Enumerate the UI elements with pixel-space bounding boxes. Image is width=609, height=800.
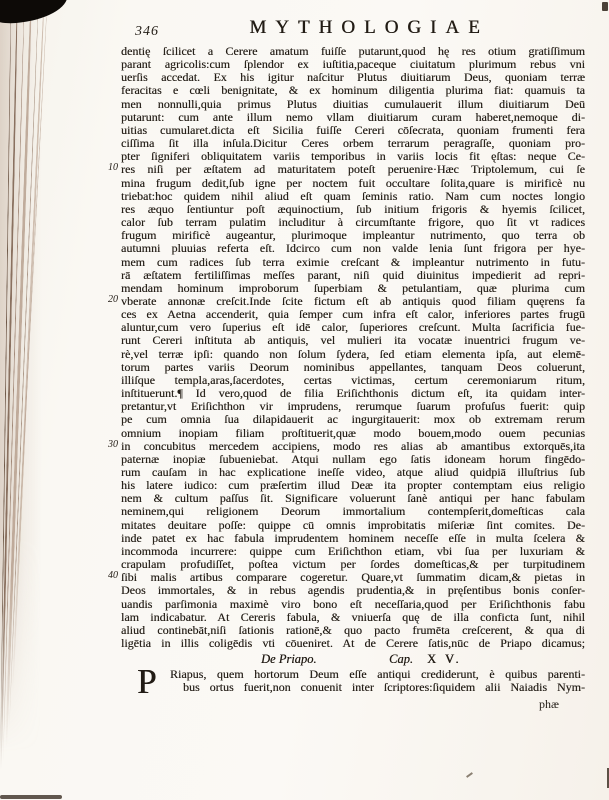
text-line: aliud continebāt,niſi ſationis rationē,& quo pacto frumēta creſcerent, & qua di xyxy=(121,622,585,637)
text-line: incommoda incurrere: quippe cum Eriſichthon etiam, vbi ſua per luxuriam & xyxy=(121,543,585,558)
text-line: nem & cultum paſſus ſit. Significare voluerunt ſanè antiqui per hanc fabulam xyxy=(121,491,585,506)
margin-line-number: 40 xyxy=(108,570,118,582)
text-line: pter ſigniferi obliquitatem variis temporibus in variis locis fit ęſtas: neque Ce- xyxy=(121,149,585,164)
margin-line-number: 10 xyxy=(108,162,118,174)
page-edge-streak xyxy=(11,0,46,714)
text-line: feracitas e cœli benignitate, & ex hominum diligentia plurima fiat: quamuis ta xyxy=(121,83,585,98)
text-line: inde patet ex hac fabula imprudentem hominem neceſſe eſſe in multa ſcelera & xyxy=(121,530,585,545)
chapter-title: De Priapo. xyxy=(261,652,317,666)
text-line: runt Cereri inſtituta ab antiquis, vel mulieri ita vocatæ inuentrici frugum ve- xyxy=(121,333,585,348)
drop-cap: P xyxy=(137,662,157,701)
page-edge-streak xyxy=(17,0,48,570)
text-line: men nonnulli,quia primus Plutus diuitias cumulauerit illum diuitiarum Deū xyxy=(121,96,585,111)
text-line: in concubitus mercedem accipiens, modo res alias ab amantibus extorquēs,ita xyxy=(121,438,585,453)
text-line: ſibi malis artibus comparare cogeretur. Quare,vt ſummatim dicam,& pietas in xyxy=(121,570,585,585)
page-edge-streak xyxy=(4,0,33,770)
text-line: mem cum radices ſub terra eximie creſcant & impleantur nutrimento in futu- xyxy=(121,254,585,269)
text-line: calor ſub terram pulatim includitur à circumſtante frigore, quo ſit vt radices xyxy=(121,215,585,230)
text-line: triebat:hoc quidem nihil aliud eſt quam ſeminis ratio. Nam cum noctes longio xyxy=(121,188,585,203)
text-line: autumni pluuias referta eſt. Idcirco cum non valde lenia ſunt frigora per hye- xyxy=(121,241,585,256)
chapter-label: Cap. xyxy=(389,652,413,666)
text-line: ligētia in illis coligēdis vti cōueniret. At de Cerere ſatis,nūc de Priapo dicamus; xyxy=(121,636,585,651)
page-edge-streak xyxy=(0,0,12,794)
text-line: mina frugum dedit,ſub igne per noctem fuit occultare ſolita,quare is mirificè nu xyxy=(121,175,585,190)
text-block xyxy=(108,44,585,651)
text-line: neminem,qui religionem Deorum immortalium contempſerit,domeſticas cala xyxy=(121,504,585,519)
text-line: aluntur,cum vero ſuperius eſt idē calor, ſuperiores creſcunt. Multa ſacrificia fue- xyxy=(121,320,585,335)
page-header xyxy=(121,17,585,43)
chapter-opening-paragraph xyxy=(121,664,585,714)
book-gutter-shadow xyxy=(0,0,55,800)
text-line: mitates deuitare poſſe: quippe cū omnis improbitatis miſeriæ ſint comites. De- xyxy=(121,517,585,532)
text-line: ces ex Aetna accenderit, quia ſemper cum infra eſt calor, inferiores partes frugū xyxy=(121,307,585,322)
scan-dark-corner xyxy=(0,0,69,26)
text-line: paternæ inopiæ ſubueniebat. Atqui nullam ego ſatis idoneam horum fingēdo- xyxy=(121,451,585,466)
text-line: crapulam profudiſſet, poſtea victum per ſordes domeſticas,& per turpitudinem xyxy=(121,557,585,572)
text-line: his latere iudico: cum præſertim illud Deæ ita propter contemptam eius religio xyxy=(121,478,585,493)
text-line: pe cum omnia ſua dilapidauerit ac ingurgitauerit: mox ob extremam rerum xyxy=(121,412,585,427)
text-line: dentię ſcilicet a Cerere amatum fuiſſe putarunt,quod hę res otium gratiſſimum xyxy=(121,44,585,58)
page-edge-streak xyxy=(2,0,25,786)
margin-line-number: 20 xyxy=(108,294,118,306)
text-line: res æquo ſentiuntur poſt æquinoctium, ſub initium frigoris & hyemis ſcilicet, xyxy=(121,201,585,216)
text-line: rè,vel terræ ipſi: quando non ſolum ſydera, ſed etiam elementa ipſa, aut elemē- xyxy=(121,346,585,361)
text-line: rum cauſam in hac explicatione ineſſe video, atque aliud quidpiā illuſtrius ſub xyxy=(121,465,585,479)
chapter-opening-line: Riapus, quem hortorum Deum eſſe antiqui crediderunt, è quibus parenti- xyxy=(170,667,585,681)
page-edge-streak xyxy=(8,0,39,754)
text-line: uandis parſimonia maximè viro bono eſt neceſſaria,quod per Eriſichthonis fabu xyxy=(121,596,585,611)
gutter-wash xyxy=(0,0,42,768)
running-title: MYTHOLOGIAE xyxy=(249,17,489,38)
scan-top-right-mark xyxy=(602,2,608,11)
chapter-opening-line: bus ortus fuerit,non conuenit inter ſcriptores:ſiquidem alii Naiadis Nym- xyxy=(183,680,585,695)
text-line: uerſis accedat. Ex his igitur naſcitur Plutus diuitiarum Deus, quoniam terræ xyxy=(121,70,585,85)
text-line: illiſque templa,aras,ſacerdotes, certas victimas, certum ceremoniarum ritum, xyxy=(121,372,585,387)
text-line: vberate annonæ creſcit.Inde ſcite fictum eſt ab antiquis quod filiam quęrens fa xyxy=(121,293,585,308)
text-line: pretantur,vt Eriſichthon vir imprudens, rerumque ſuarum profuſus fuerit: quip xyxy=(121,399,585,414)
text-line: ciſſima ſit illa inſula.Dicitur Ceres orbem terrarum peragraſſe, quoniam pro- xyxy=(121,136,585,151)
text-line: uitias cumularet.dicta eſt Sicilia fuiſſe Cereri cōſecrata, quoniam frumenti fera xyxy=(121,122,585,137)
text-line: res niſi per æſtatem ad maturitatem poteſt peruenire·Hæc Triptolemum, cui ſe xyxy=(121,162,585,177)
margin-line-number: 30 xyxy=(108,438,118,450)
chapter-number: X V. xyxy=(427,652,462,666)
text-line: putarunt: cum ante illum nemo vllam diuitiarum curam haberet,nemoque di- xyxy=(121,109,585,124)
text-line: mendam hominum improborum ſuperbiam & petulantiam, quæ plurima cum xyxy=(121,280,585,295)
page-edge-streak xyxy=(0,0,18,794)
catchword: phæ xyxy=(538,697,559,711)
text-line: omnium inopiam filiam proſtituerit,quæ modo bouem,modo ouem pecunias xyxy=(121,425,585,440)
text-line: lam indicabatur. At Cereris fabula, & vniuerſa quę de illa conficta ſunt, nihil xyxy=(121,609,585,624)
text-line: rā æſtatem fertiliſſimas meſſes parant, niſi quid diuinitus impedierit ad repri- xyxy=(121,267,585,282)
text-line: inſtituerunt.¶ Id vero,quod de filia Eriſichthonis dictum eſt, ita quidam inter- xyxy=(121,386,585,401)
text-line: parant agricolis:cum ſplendor ex iuſtitia,paceque ciuitatum plurimum rebus vni xyxy=(121,57,585,72)
scan-stray-mark xyxy=(466,772,473,778)
page-number: 346 xyxy=(135,24,159,39)
scan-bottom-edge xyxy=(0,795,62,799)
text-line: Deos immortales, & in rebus agendis prudentia,& in pręſentibus bonis conſer- xyxy=(121,583,585,598)
text-line: torum partes variis Deorum nominibus appellantes, tanquam Deos coluerunt, xyxy=(121,359,585,374)
text-line: frugum mirificè augeantur, plurimoque impleantur nutrimento, quo terra ob xyxy=(121,228,585,243)
